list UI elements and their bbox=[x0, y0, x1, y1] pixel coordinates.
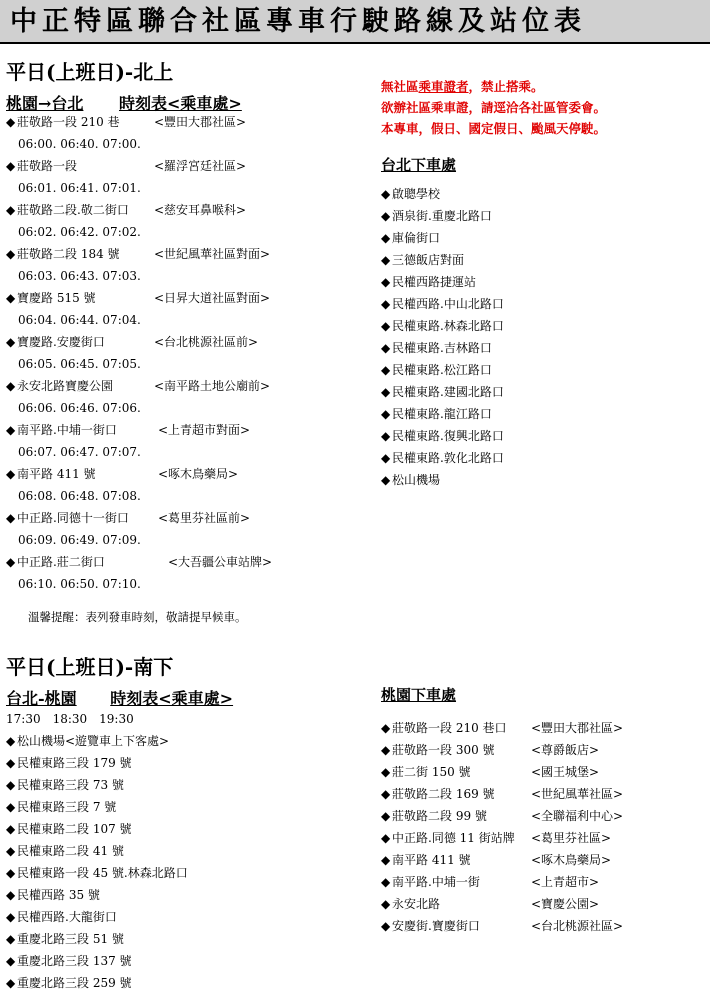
diamond-bullet-icon: ◆ bbox=[6, 778, 16, 792]
stop-row bbox=[6, 375, 356, 397]
north-route-label: 桃園→台北 bbox=[6, 94, 84, 113]
stop-row bbox=[6, 199, 356, 221]
stop-landmark: <葛里芬社區> bbox=[531, 831, 612, 845]
stop-row bbox=[381, 227, 701, 249]
diamond-bullet-icon: ◆ bbox=[6, 555, 16, 569]
stop-landmark: <葛里芬社區前> bbox=[158, 511, 251, 525]
south-route-header bbox=[6, 686, 233, 709]
stop-row bbox=[381, 183, 701, 205]
stop-name: 民權東路.建國北路口 bbox=[392, 385, 504, 399]
diamond-bullet-icon: ◆ bbox=[6, 976, 16, 990]
stop-name: 莊二街 150 號 bbox=[392, 765, 471, 779]
diamond-bullet-icon: ◆ bbox=[6, 954, 16, 968]
stop-name: 酒泉街.重慶北路口 bbox=[392, 209, 492, 223]
stop-name: 中正路.莊二街口 bbox=[17, 555, 105, 569]
diamond-bullet-icon: ◆ bbox=[381, 187, 391, 201]
south-timetable-label: 時刻表<乘車處> bbox=[110, 689, 234, 708]
diamond-bullet-icon: ◆ bbox=[381, 831, 391, 845]
diamond-bullet-icon: ◆ bbox=[6, 511, 16, 525]
stop-row bbox=[6, 331, 356, 353]
diamond-bullet-icon: ◆ bbox=[381, 341, 391, 355]
page-title: 中正特區聯合社區專車行駛路線及站位表 bbox=[0, 0, 710, 44]
stop-row bbox=[381, 293, 701, 315]
stop-row bbox=[6, 818, 356, 840]
stop-row bbox=[381, 761, 706, 783]
diamond-bullet-icon: ◆ bbox=[6, 159, 16, 173]
stop-landmark: <上青超市對面> bbox=[158, 423, 251, 437]
stop-name: 南平路 411 號 bbox=[392, 853, 471, 867]
diamond-bullet-icon: ◆ bbox=[6, 910, 16, 924]
south-section-title: 平日(上班日)-南下 bbox=[6, 655, 174, 679]
notice-line-2: 欲辦社區乘車證，請逕洽各社區管委會。 bbox=[381, 100, 607, 115]
stop-name: 寶慶路.安慶街口 bbox=[17, 335, 105, 349]
stop-name: 永安北路寶慶公園 bbox=[17, 379, 114, 393]
stop-row bbox=[6, 906, 356, 928]
diamond-bullet-icon: ◆ bbox=[381, 809, 391, 823]
stop-row bbox=[381, 469, 701, 491]
stop-row bbox=[381, 403, 701, 425]
stop-row bbox=[6, 155, 356, 177]
stop-landmark: <世紀風華社區對面> bbox=[154, 247, 271, 261]
diamond-bullet-icon: ◆ bbox=[381, 297, 391, 311]
notice-block bbox=[381, 76, 606, 139]
stop-row bbox=[381, 315, 701, 337]
stop-row bbox=[381, 359, 701, 381]
stop-row bbox=[6, 419, 356, 441]
diamond-bullet-icon: ◆ bbox=[6, 800, 16, 814]
stop-name: 啟聰學校 bbox=[392, 187, 441, 201]
stop-name: 民權西路捷運站 bbox=[392, 275, 477, 289]
diamond-bullet-icon: ◆ bbox=[381, 787, 391, 801]
diamond-bullet-icon: ◆ bbox=[381, 853, 391, 867]
stop-landmark: <羅浮宮廷社區> bbox=[154, 159, 247, 173]
stop-name: 民權西路.大龍街口 bbox=[17, 910, 117, 924]
stop-row bbox=[6, 928, 356, 950]
stop-landmark: <大吾疆公車站牌> bbox=[168, 555, 273, 569]
stop-landmark: <寶慶公園> bbox=[531, 897, 600, 911]
stop-landmark: <啄木鳥藥局> bbox=[158, 467, 239, 481]
diamond-bullet-icon: ◆ bbox=[381, 319, 391, 333]
stop-row bbox=[381, 783, 706, 805]
stop-row bbox=[381, 425, 701, 447]
stop-name: 永安北路 bbox=[392, 897, 441, 911]
diamond-bullet-icon: ◆ bbox=[6, 822, 16, 836]
stop-row bbox=[381, 717, 706, 739]
stop-row bbox=[6, 796, 356, 818]
diamond-bullet-icon: ◆ bbox=[6, 291, 16, 305]
stop-name: 莊敬路二段 169 號 bbox=[392, 787, 495, 801]
south-times: 17:30 18:30 19:30 bbox=[6, 712, 134, 726]
stop-name: 重慶北路三段 137 號 bbox=[17, 954, 132, 968]
stop-row bbox=[381, 893, 706, 915]
notice-line-1: 無社區乘車證者，禁止搭乘。 bbox=[381, 79, 544, 94]
stop-row bbox=[381, 271, 701, 293]
stop-row bbox=[381, 447, 701, 469]
stop-landmark: <豐田大郡社區> bbox=[531, 721, 624, 735]
stop-name: 三德飯店對面 bbox=[392, 253, 465, 267]
stop-name: 安慶街.寶慶街口 bbox=[392, 919, 480, 933]
diamond-bullet-icon: ◆ bbox=[381, 407, 391, 421]
stop-row bbox=[6, 730, 356, 752]
stop-name: 民權東路.敦化北路口 bbox=[392, 451, 504, 465]
stop-name: 民權東路三段 179 號 bbox=[17, 756, 132, 770]
stop-row bbox=[381, 739, 706, 761]
diamond-bullet-icon: ◆ bbox=[6, 844, 16, 858]
diamond-bullet-icon: ◆ bbox=[381, 385, 391, 399]
stop-name: 莊敬路二段 184 號 bbox=[17, 247, 120, 261]
south-route-label: 台北-桃園 bbox=[6, 689, 77, 708]
stop-name: 莊敬路二段 99 號 bbox=[392, 809, 487, 823]
stop-name: 重慶北路三段 51 號 bbox=[17, 932, 124, 946]
departure-times: 06:08. 06:48. 07:08. bbox=[18, 489, 141, 503]
departure-times: 06:06. 06:46. 07:06. bbox=[18, 401, 141, 415]
stop-name: 松山機場<遊覽車上下客處> bbox=[17, 734, 170, 748]
diamond-bullet-icon: ◆ bbox=[381, 231, 391, 245]
stop-landmark: <全聯福利中心> bbox=[531, 809, 624, 823]
stop-row bbox=[6, 287, 356, 309]
stop-row bbox=[381, 337, 701, 359]
stop-landmark: <世紀風華社區> bbox=[531, 787, 624, 801]
stop-name: 民權東路.林森北路口 bbox=[392, 319, 504, 333]
stop-row bbox=[6, 752, 356, 774]
taoyuan-dropoff-header: 桃園下車處 bbox=[381, 686, 457, 704]
stop-name: 莊敬路二段.敬二街口 bbox=[17, 203, 129, 217]
stop-row bbox=[381, 915, 706, 937]
stop-name: 民權西路.中山北路口 bbox=[392, 297, 504, 311]
departure-times: 06:03. 06:43. 07:03. bbox=[18, 269, 141, 283]
diamond-bullet-icon: ◆ bbox=[381, 253, 391, 267]
stop-row bbox=[6, 551, 356, 573]
stop-row bbox=[381, 249, 701, 271]
stop-name: 民權東路二段 41 號 bbox=[17, 844, 124, 858]
north-section-title: 平日(上班日)-北上 bbox=[6, 60, 174, 84]
stop-name: 莊敬路一段 bbox=[17, 159, 78, 173]
stop-name: 民權東路三段 73 號 bbox=[17, 778, 124, 792]
stop-name: 莊敬路一段 210 巷 bbox=[17, 115, 120, 129]
diamond-bullet-icon: ◆ bbox=[6, 423, 16, 437]
diamond-bullet-icon: ◆ bbox=[381, 451, 391, 465]
diamond-bullet-icon: ◆ bbox=[6, 335, 16, 349]
diamond-bullet-icon: ◆ bbox=[381, 209, 391, 223]
stop-landmark: <慈安耳鼻喉科> bbox=[154, 203, 247, 217]
stop-name: 民權東路三段 7 號 bbox=[17, 800, 117, 814]
stop-landmark: <日昇大道社區對面> bbox=[154, 291, 271, 305]
stop-name: 民權東路.龍江路口 bbox=[392, 407, 492, 421]
diamond-bullet-icon: ◆ bbox=[381, 473, 391, 487]
diamond-bullet-icon: ◆ bbox=[6, 932, 16, 946]
north-reminder: 溫馨提醒：表列發車時刻，敬請提早候車。 bbox=[28, 610, 247, 624]
stop-name: 莊敬路一段 300 號 bbox=[392, 743, 495, 757]
stop-name: 民權東路.松江路口 bbox=[392, 363, 492, 377]
stop-name: 南平路.中埔一街口 bbox=[17, 423, 117, 437]
north-stop-list bbox=[6, 111, 356, 595]
notice-line-3: 本專車，假日、國定假日、颱風天停駛。 bbox=[381, 121, 607, 136]
stop-name: 莊敬路一段 210 巷口 bbox=[392, 721, 507, 735]
stop-row bbox=[381, 381, 701, 403]
stop-name: 重慶北路三段 259 號 bbox=[17, 976, 132, 990]
diamond-bullet-icon: ◆ bbox=[6, 734, 16, 748]
stop-name: 民權西路 35 號 bbox=[17, 888, 100, 902]
notice-highlight: 乘車證者 bbox=[418, 79, 469, 94]
diamond-bullet-icon: ◆ bbox=[6, 379, 16, 393]
stop-landmark: <台北桃源社區前> bbox=[154, 335, 259, 349]
stop-row bbox=[6, 774, 356, 796]
stop-landmark: <啄木鳥藥局> bbox=[531, 853, 612, 867]
stop-landmark: <尊爵飯店> bbox=[531, 743, 600, 757]
taoyuan-dropoff-list bbox=[381, 717, 706, 937]
stop-name: 中正路.同德十一街口 bbox=[17, 511, 129, 525]
departure-times: 06:10. 06:50. 07:10. bbox=[18, 577, 141, 591]
stop-name: 松山機場 bbox=[392, 473, 441, 487]
taipei-dropoff-list bbox=[381, 183, 701, 491]
stop-row bbox=[6, 463, 356, 485]
stop-row bbox=[381, 871, 706, 893]
diamond-bullet-icon: ◆ bbox=[6, 467, 16, 481]
stop-landmark: <豐田大郡社區> bbox=[154, 115, 247, 129]
diamond-bullet-icon: ◆ bbox=[381, 721, 391, 735]
stop-row bbox=[6, 243, 356, 265]
diamond-bullet-icon: ◆ bbox=[6, 115, 16, 129]
diamond-bullet-icon: ◆ bbox=[6, 888, 16, 902]
stop-landmark: <上青超市> bbox=[531, 875, 600, 889]
south-stop-list bbox=[6, 730, 356, 994]
stop-row bbox=[6, 972, 356, 994]
departure-times: 06:05. 06:45. 07:05. bbox=[18, 357, 141, 371]
diamond-bullet-icon: ◆ bbox=[381, 275, 391, 289]
stop-row bbox=[381, 205, 701, 227]
diamond-bullet-icon: ◆ bbox=[381, 875, 391, 889]
stop-name: 庫倫街口 bbox=[392, 231, 441, 245]
stop-name: 南平路.中埔一街 bbox=[392, 875, 480, 889]
stop-row bbox=[6, 507, 356, 529]
stop-row bbox=[6, 884, 356, 906]
diamond-bullet-icon: ◆ bbox=[381, 919, 391, 933]
diamond-bullet-icon: ◆ bbox=[381, 743, 391, 757]
stop-row bbox=[6, 840, 356, 862]
stop-row bbox=[381, 849, 706, 871]
departure-times: 06:02. 06:42. 07:02. bbox=[18, 225, 141, 239]
diamond-bullet-icon: ◆ bbox=[6, 247, 16, 261]
north-timetable-label: 時刻表<乘車處> bbox=[119, 94, 242, 113]
stop-landmark: <台北桃源社區> bbox=[531, 919, 624, 933]
diamond-bullet-icon: ◆ bbox=[381, 897, 391, 911]
diamond-bullet-icon: ◆ bbox=[381, 429, 391, 443]
stop-name: 民權東路.吉林路口 bbox=[392, 341, 492, 355]
diamond-bullet-icon: ◆ bbox=[6, 203, 16, 217]
stop-name: 寶慶路 515 號 bbox=[17, 291, 96, 305]
diamond-bullet-icon: ◆ bbox=[381, 363, 391, 377]
stop-name: 中正路.同德 11 街站牌 bbox=[392, 831, 515, 845]
diamond-bullet-icon: ◆ bbox=[6, 866, 16, 880]
diamond-bullet-icon: ◆ bbox=[6, 756, 16, 770]
departure-times: 06:00. 06:40. 07:00. bbox=[18, 137, 141, 151]
stop-landmark: <南平路土地公廟前> bbox=[154, 379, 271, 393]
stop-row bbox=[6, 111, 356, 133]
stop-name: 民權東路.復興北路口 bbox=[392, 429, 504, 443]
stop-row bbox=[381, 827, 706, 849]
stop-row bbox=[6, 862, 356, 884]
stop-name: 南平路 411 號 bbox=[17, 467, 96, 481]
stop-name: 民權東路二段 107 號 bbox=[17, 822, 132, 836]
stop-row bbox=[381, 805, 706, 827]
stop-row bbox=[6, 950, 356, 972]
departure-times: 06:07. 06:47. 07:07. bbox=[18, 445, 141, 459]
departure-times: 06:09. 06:49. 07:09. bbox=[18, 533, 141, 547]
taipei-dropoff-header: 台北下車處 bbox=[381, 156, 457, 174]
departure-times: 06:04. 06:44. 07:04. bbox=[18, 313, 141, 327]
stop-landmark: <國王城堡> bbox=[531, 765, 600, 779]
stop-name: 民權東路一段 45 號.林森北路口 bbox=[17, 866, 188, 880]
departure-times: 06:01. 06:41. 07:01. bbox=[18, 181, 141, 195]
diamond-bullet-icon: ◆ bbox=[381, 765, 391, 779]
